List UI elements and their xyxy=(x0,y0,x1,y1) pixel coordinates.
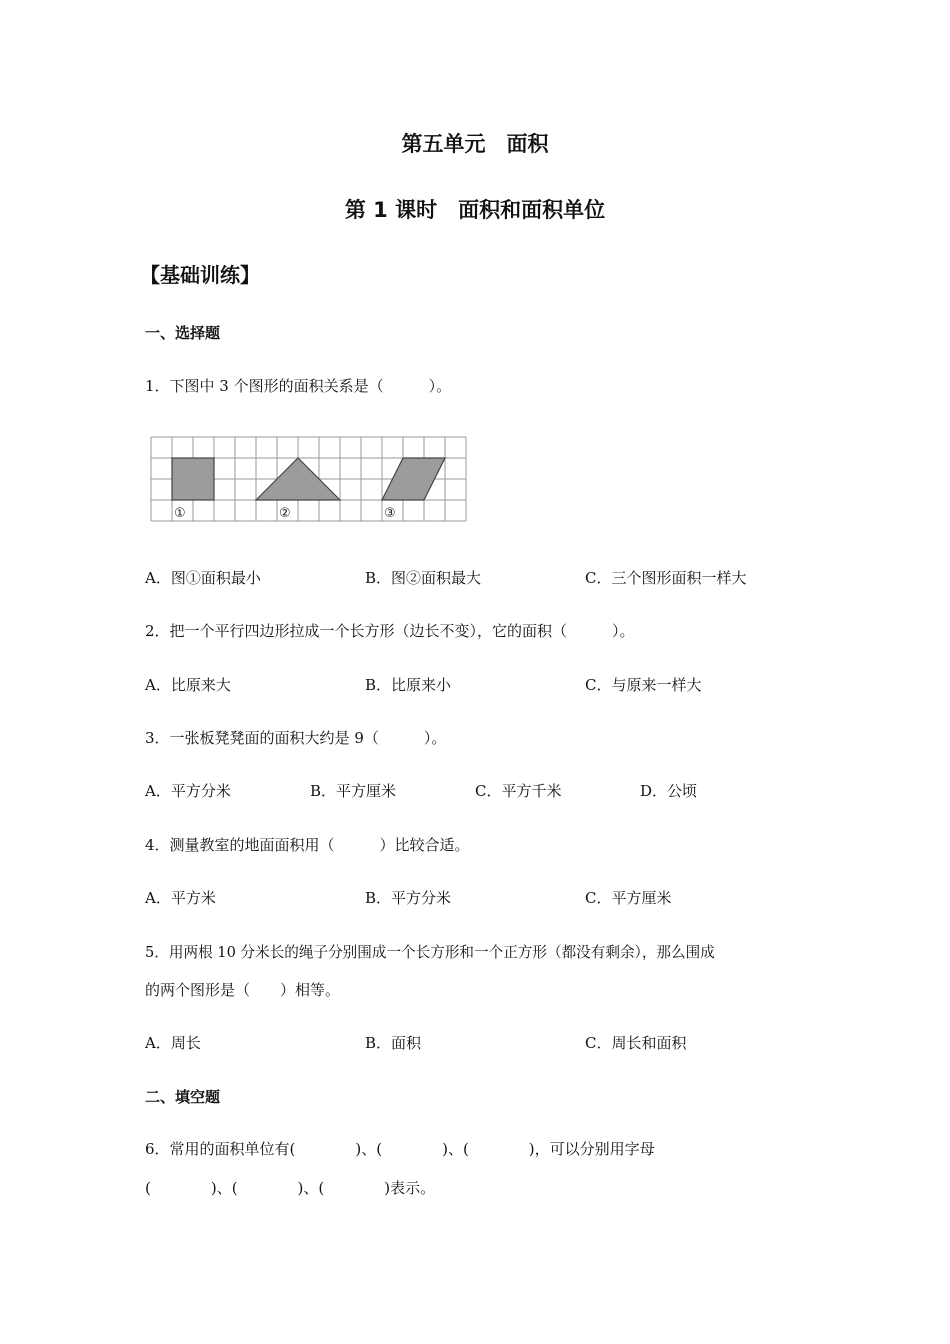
q1-option-c: C．三个图形面积一样大 xyxy=(585,569,747,587)
q2-option-c: C．与原来一样大 xyxy=(585,676,702,694)
question-4-text: 4．测量教室的地面面积用（ ）比较合适。 xyxy=(145,836,470,854)
section-choice-heading: 一、选择题 xyxy=(145,324,221,342)
figure-2-label: ② xyxy=(279,506,291,521)
figure-1-square xyxy=(172,458,214,500)
q1-option-b: B．图②面积最大 xyxy=(365,569,482,587)
question-6-text-line2: ( )、( )、( )表示。 xyxy=(145,1179,436,1197)
question-6-text-line1: 6．常用的面积单位有( )、( )、( )，可以分别用字母 xyxy=(145,1140,655,1158)
lesson-title: 第 1 课时 面积和面积单位 xyxy=(344,198,606,222)
question-5-text-line2: 的两个图形是（ ）相等。 xyxy=(145,981,341,999)
q2-option-b: B．比原来小 xyxy=(365,676,452,694)
q4-option-b: B．平方分米 xyxy=(365,889,452,907)
figure-1-label: ① xyxy=(174,506,186,521)
question-1-text: 1．下图中 3 个图形的面积关系是（ ）。 xyxy=(145,377,452,395)
question-5-text-line1: 5．用两根 10 分米长的绳子分别围成一个长方形和一个正方形（都没有剩余），那么围成 xyxy=(145,944,715,961)
q3-option-a: A．平方分米 xyxy=(145,782,231,800)
question-3-text: 3．一张板凳凳面的面积大约是 9（ ）。 xyxy=(145,729,447,747)
q1-option-a: A．图①面积最小 xyxy=(145,569,261,587)
section-fill-heading: 二、填空题 xyxy=(145,1088,221,1106)
q3-option-d: D．公顷 xyxy=(640,782,698,800)
q5-option-b: B．面积 xyxy=(365,1034,422,1052)
q4-option-a: A．平方米 xyxy=(145,889,216,907)
question-2-text: 2．把一个平行四边形拉成一个长方形（边长不变），它的面积（ ）。 xyxy=(145,622,635,640)
q3-option-c: C．平方千米 xyxy=(475,782,562,800)
q4-option-c: C．平方厘米 xyxy=(585,889,672,907)
area-grid-figure xyxy=(150,436,470,524)
basic-training-heading: 【基础训练】 xyxy=(140,263,260,287)
q3-option-b: B．平方厘米 xyxy=(310,782,397,800)
q5-option-a: A．周长 xyxy=(145,1034,201,1052)
figure-3-label: ③ xyxy=(384,506,396,521)
unit-title: 第五单元 面积 xyxy=(401,132,549,156)
q5-option-c: C．周长和面积 xyxy=(585,1034,687,1052)
q2-option-a: A．比原来大 xyxy=(145,676,231,694)
